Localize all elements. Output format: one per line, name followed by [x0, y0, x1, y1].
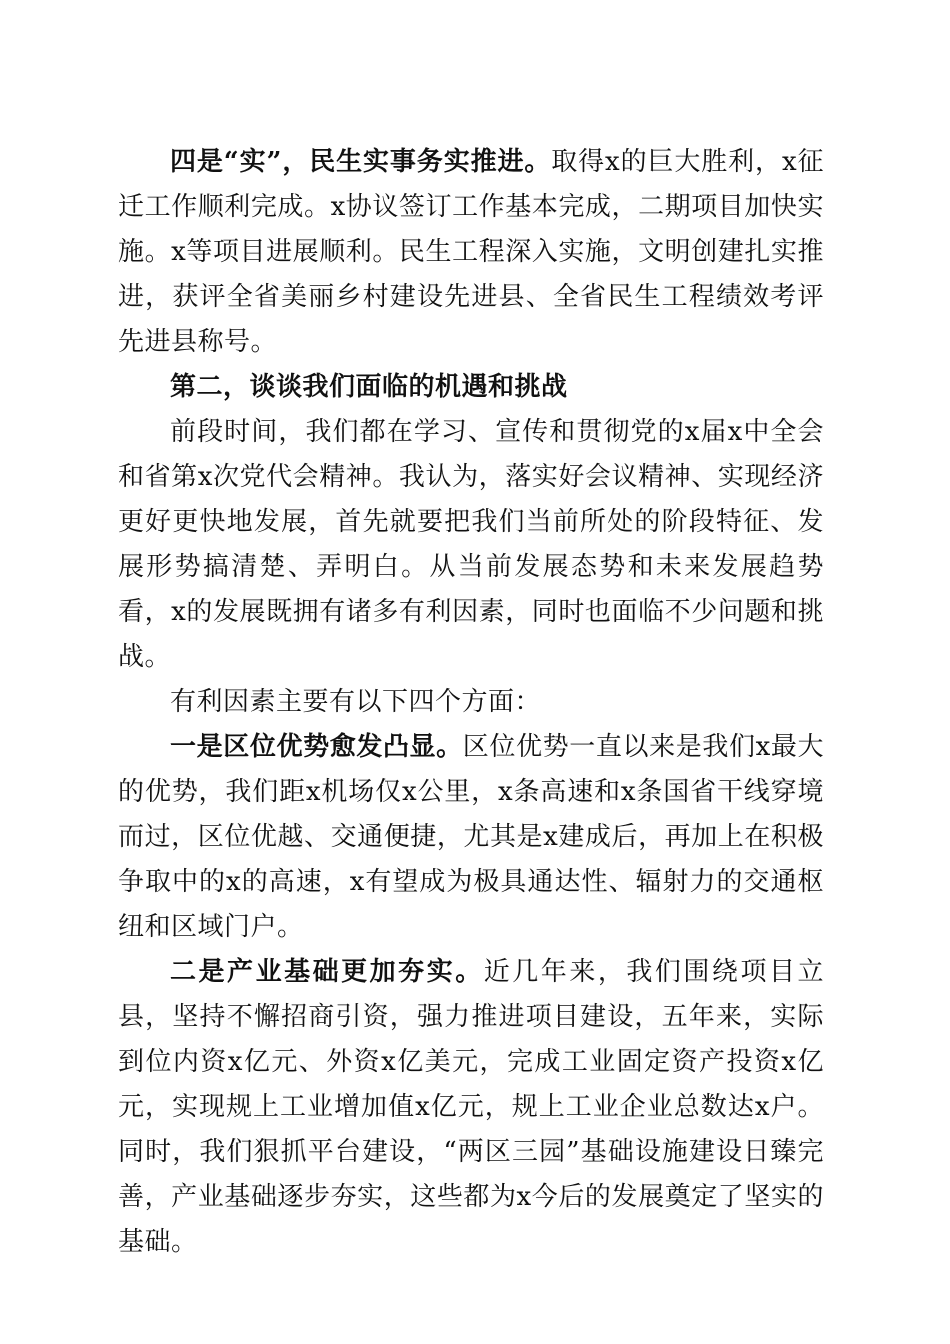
paragraph-livelihood — [118, 140, 824, 365]
section-heading: 第二，谈谈我们面临的机遇和挑战 — [170, 372, 568, 402]
paragraph-lead: 四是“实”，民生实事务实推进。 — [170, 147, 552, 177]
paragraph-lead: 二是产业基础更加夯实。 — [170, 957, 484, 987]
document-page — [118, 140, 824, 1265]
paragraph-body: 近几年来，我们围绕项目立县，坚持不懈招商引资，强力推进项目建设，五年来，实际到位内资x亿元、外资x亿美元，完成工业固定资产投资x亿元，实现规上工业增加值x亿元，规上工业企业总数达x户。同时，我们狠抓平台建设，“两区三园”基础设施建设日臻完善，产业基础逐步夯实，这些都为x今后的发展奠定了坚实的基础。 — [118, 957, 824, 1257]
paragraph-lead: 一是区位优势愈发凸显。 — [170, 732, 463, 762]
paragraph-body: 区位优势一直以来是我们x最大的优势，我们距x机场仅x公里，x条高速和x条国省干线穿境而过，区位优越、交通便捷，尤其是x建成后，再加上在积极争取中的x的高速，x有望成为极具通达性、辐射力的交通枢纽和区域门户。 — [118, 732, 824, 942]
paragraph-favorable-factors: 有利因素主要有以下四个方面： — [170, 687, 542, 717]
paragraph-location-advantage — [118, 725, 824, 950]
paragraph-body: 取得x的巨大胜利，x征迁工作顺利完成。x协议签订工作基本完成，二期项目加快实施。x等项目进展顺利。民生工程深入实施，文明创建扎实推进，获评全省美丽乡村建设先进县、全省民生工程绩效考评先进县称号。 — [118, 147, 824, 357]
paragraph-opportunities: 前段时间，我们都在学习、宣传和贯彻党的x届x中全会和省第x次党代会精神。我认为，落实好会议精神、实现经济更好更快地发展，首先就要把我们当前所处的阶段特征、发展形势搞清楚、弄明白。从当前发展态势和未来发展趋势看，x的发展既拥有诸多有利因素，同时也面临不少问题和挑战。 — [118, 417, 824, 672]
paragraph-industrial-base — [118, 950, 824, 1265]
